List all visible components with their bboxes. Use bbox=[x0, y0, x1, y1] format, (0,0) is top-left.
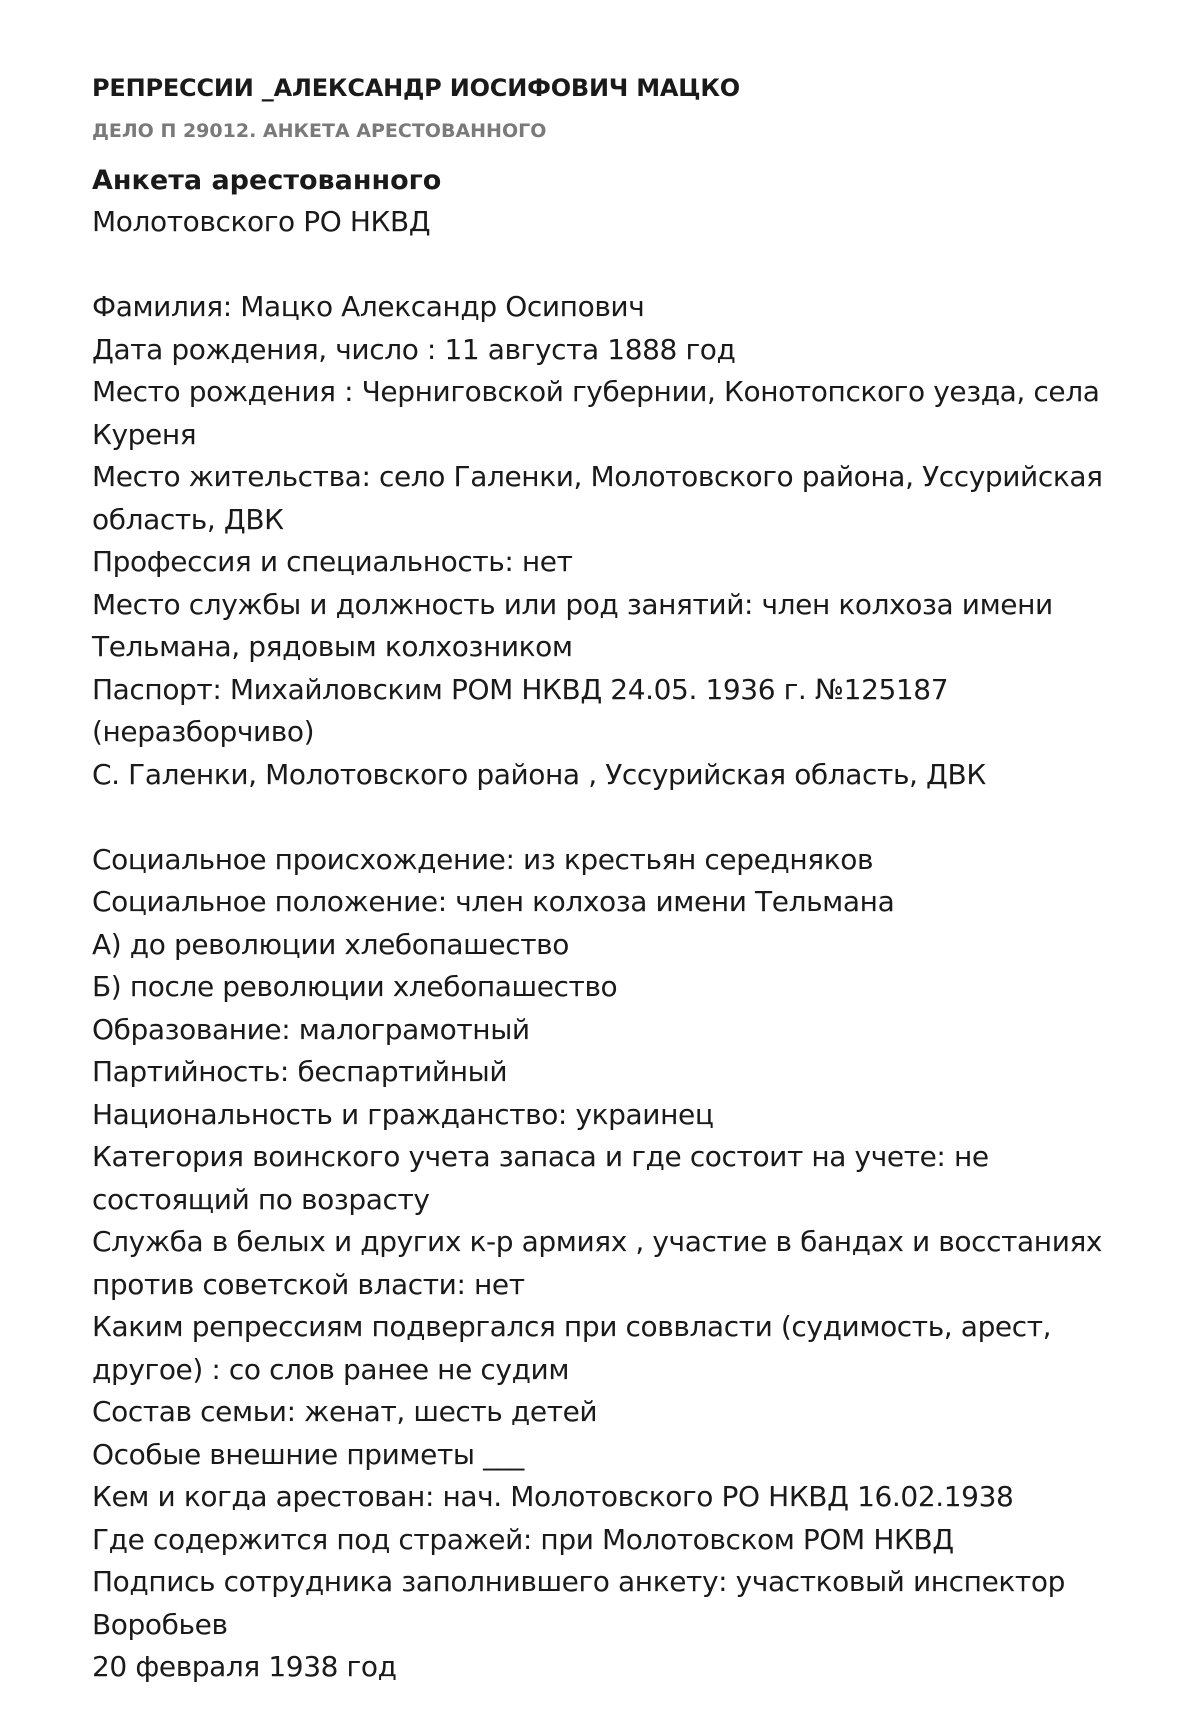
questionnaire-line: против советской власти: нет bbox=[92, 1267, 525, 1301]
questionnaire-line: область, ДВК bbox=[92, 502, 284, 536]
questionnaire-line: Б) после революции хлебопашество bbox=[92, 970, 618, 1003]
page-title: РЕПРЕССИИ _АЛЕКСАНДР ИОСИФОВИЧ МАЦКО bbox=[92, 74, 740, 102]
document-title: Анкета арестованного bbox=[92, 165, 442, 196]
questionnaire-line: Дата рождения, число : 11 августа 1888 год bbox=[92, 332, 736, 366]
questionnaire-line: Фамилия: Мацко Александр Осипович bbox=[92, 290, 645, 323]
questionnaire-line: состоящий по возрасту bbox=[92, 1182, 430, 1216]
questionnaire-line: Куреня bbox=[92, 417, 197, 451]
questionnaire-line: 20 февраля 1938 год bbox=[92, 1650, 397, 1683]
questionnaire-line: Категория воинского учета запаса и где состоит на учете: не bbox=[92, 1140, 989, 1173]
questionnaire-line: Тельмана, рядовым колхозником bbox=[92, 630, 573, 663]
questionnaire-line: Социальное положение: член колхоза имени Тельмана bbox=[92, 885, 895, 918]
questionnaire-line: С. Галенки, Молотовского района , Уссурийская область, ДВК bbox=[92, 757, 986, 791]
questionnaire-line: другое) : со слов ранее не судим bbox=[92, 1352, 570, 1386]
paragraph-gap bbox=[92, 796, 1142, 839]
questionnaire-line: Кем и когда арестован: нач. Молотовского РО НКВД 16.02.1938 bbox=[92, 1480, 1014, 1513]
questionnaire-line: Место рождения : Черниговской губернии, Конотопского уезда, села bbox=[92, 375, 1100, 408]
questionnaire-line: (неразборчиво) bbox=[92, 715, 315, 748]
questionnaire-line: Особые внешние приметы ___ bbox=[92, 1437, 524, 1471]
questionnaire-section-social bbox=[92, 839, 1142, 1689]
questionnaire-line: Место службы и должность или род занятий: член колхоза имени bbox=[92, 587, 1053, 621]
questionnaire-line: Национальность и гражданство: украинец bbox=[92, 1097, 714, 1131]
questionnaire-line: Подпись сотрудника заполнившего анкету: участковый инспектор bbox=[92, 1565, 1065, 1598]
questionnaire-line: Состав семьи: женат, шесть детей bbox=[92, 1395, 598, 1428]
questionnaire-line: А) до революции хлебопашество bbox=[92, 927, 569, 961]
document-page bbox=[92, 70, 1142, 1689]
questionnaire-line: Где содержится под стражей: при Молотовском РОМ НКВД bbox=[92, 1522, 954, 1556]
questionnaire-line: Место жительства: село Галенки, Молотовского района, Уссурийская bbox=[92, 460, 1103, 493]
questionnaire-line: Образование: малограмотный bbox=[92, 1012, 530, 1046]
questionnaire-line: Социальное происхождение: из крестьян середняков bbox=[92, 842, 874, 876]
paragraph-gap bbox=[92, 244, 1142, 287]
questionnaire-line: Воробьев bbox=[92, 1607, 228, 1641]
document-organization: Молотовского РО НКВД bbox=[92, 205, 431, 238]
questionnaire-line: Каким репрессиям подвергался при соввласти (судимость, арест, bbox=[92, 1310, 1052, 1343]
questionnaire-line: Служба в белых и других к-р армиях , участие в бандах и восстаниях bbox=[92, 1225, 1103, 1258]
questionnaire-line: Паспорт: Михайловским РОМ НКВД 24.05. 1936 г. №125187 bbox=[92, 672, 949, 706]
questionnaire-line: Партийность: беспартийный bbox=[92, 1055, 508, 1088]
questionnaire-line: Профессия и специальность: нет bbox=[92, 545, 573, 578]
page-subtitle: ДЕЛО П 29012. АНКЕТА АРЕСТОВАННОГО bbox=[92, 120, 547, 142]
document-body bbox=[92, 201, 1142, 1689]
questionnaire-section-personal bbox=[92, 286, 1142, 796]
